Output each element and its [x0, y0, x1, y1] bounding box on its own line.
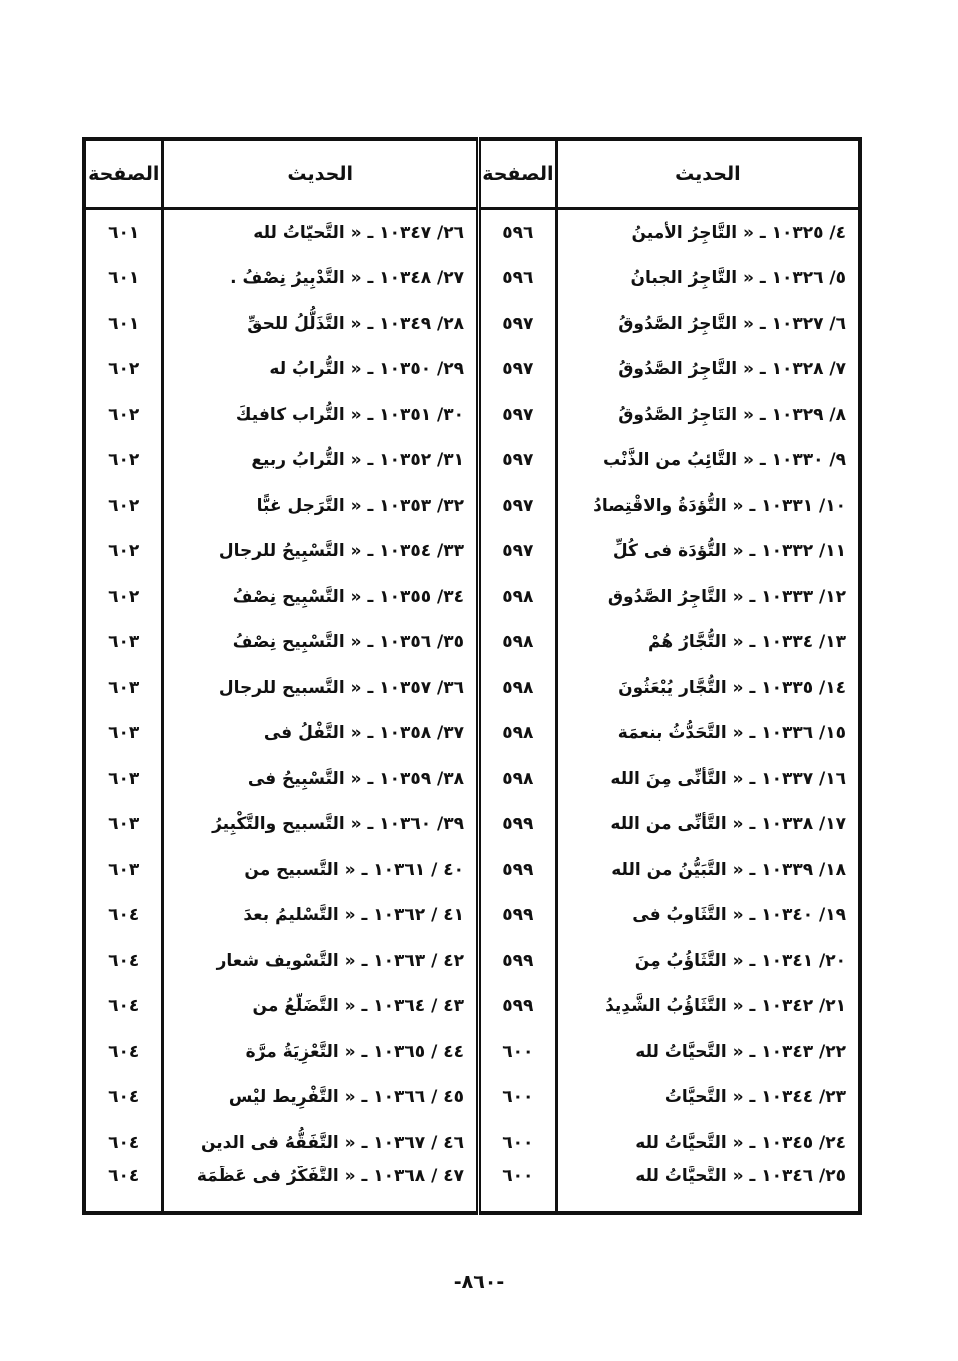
page-ref-right: ٥٩٨: [479, 756, 557, 802]
page-ref-right: ٥٩٩: [479, 893, 557, 939]
hadith-entry-left: ٤٤ / ١٠٣٦٥ ـ « التَّعْزِيَةُ مرَّة: [163, 1029, 479, 1075]
page-ref-right: ٥٩٧: [479, 529, 557, 575]
table-row: [84, 802, 860, 848]
page-ref-left: ٦٠١: [108, 222, 140, 243]
hadith-entry-right: ١٩/ ١٠٣٤٠ ـ « التَّثَاوبُ فى: [556, 893, 860, 939]
page-ref-left: ٦٠٣: [108, 677, 140, 698]
hadith-entry-left: ٤٣ / ١٠٣٦٤ ـ « التَّضَلّعُ من: [163, 984, 479, 1030]
table-row: [84, 1120, 860, 1166]
page-ref-left: ٦٠٤: [108, 996, 140, 1017]
hadith-entry-left: ٣١/ ١٠٣٥٢ ـ « التُّرابُ ربيع: [163, 438, 479, 484]
hadith-entry-right: ١٧/ ١٠٣٣٨ ـ « التَّأنِّى من الله: [556, 802, 860, 848]
page-ref-right: ٥٩٨: [479, 665, 557, 711]
hadith-entry-right: ١٣/ ١٠٣٣٤ ـ « التُّجَّارُ هُمْ: [556, 620, 860, 666]
hadith-entry-right: ١٠/ ١٠٣٣١ ـ « التُّؤدَةُ والاقْتِصادُ: [556, 483, 860, 529]
page-ref-left: ٦٠٤: [108, 1132, 140, 1153]
hadith-index-table: [82, 137, 862, 1215]
page-ref-right: ٥٩٨: [479, 620, 557, 666]
hadith-entry-right: ٢٥/ ١٠٣٤٦ ـ « التَّحيَّاتُ لله: [556, 1166, 860, 1214]
hadith-entry-left: ٣٥/ ١٠٣٥٦ ـ « التَّسْبِيح نِصْفُ: [163, 620, 479, 666]
hadith-entry-left: ٣٣/ ١٠٣٥٤ ـ « التَّسْبِيحُ للرجال: [163, 529, 479, 575]
hadith-entry-right: ٧/ ١٠٣٢٨ ـ « التَّاجِرُ الصَّدُوقُ: [556, 347, 860, 393]
hadith-entry-left: ٣٤/ ١٠٣٥٥ ـ « التَّسْبِيح نِصْفُ: [163, 574, 479, 620]
hadith-entry-left: ٢٨/ ١٠٣٤٩ ـ « التَّذَلُّلُ للحقِّ: [163, 301, 479, 347]
page-ref-right: ٥٩٩: [479, 802, 557, 848]
hadith-entry-left: ٤١ / ١٠٣٦٢ ـ « التَّسْليمُ بعدَ: [163, 893, 479, 939]
page-ref-right: ٥٩٨: [479, 711, 557, 757]
page-ref-left: ٦٠١: [108, 313, 140, 334]
hadith-entry-left: ٤٥ / ١٠٣٦٦ ـ « التَّفْرِيط ليْس: [163, 1075, 479, 1121]
page-ref-right: ٥٩٦: [479, 209, 557, 256]
hadith-entry-right: ٨/ ١٠٣٢٩ ـ « التَاجِرُ الصَّدُوقُ: [556, 392, 860, 438]
page-ref-right: ٥٩٩: [479, 984, 557, 1030]
page-ref-left: ٦٠٣: [108, 723, 140, 744]
hadith-entry-right: ٢١/ ١٠٣٤٢ ـ « التَّثَاؤُبُ الشَّدِيدُ: [556, 984, 860, 1030]
page-ref-left: ٦٠٣: [108, 632, 140, 653]
table-row: [84, 938, 860, 984]
page-ref-right: ٥٩٧: [479, 483, 557, 529]
page-ref-left: ٦٠٢: [108, 541, 140, 562]
table-row: [84, 347, 860, 393]
page-ref-right: ٥٩٦: [479, 256, 557, 302]
hadith-entry-left: ٢٦/ ١٠٣٤٧ ـ « التَّحيّاتُ لله: [163, 209, 479, 256]
page-ref-left: ٦٠٤: [108, 905, 140, 926]
table-row: [84, 893, 860, 939]
page-ref-right: ٥٩٩: [479, 847, 557, 893]
hadith-entry-right: ٩/ ١٠٣٣٠ ـ « التَّائِبُ من الذَّنْب: [556, 438, 860, 484]
page-ref-right: ٥٩٧: [479, 347, 557, 393]
header-hadith-left: الحديث: [163, 139, 479, 209]
hadith-entry-right: ١٨/ ١٠٣٣٩ ـ « التَّبَيُّنُ من الله: [556, 847, 860, 893]
table-row: [84, 256, 860, 302]
table-row: [84, 711, 860, 757]
hadith-entry-right: ٥/ ١٠٣٢٦ ـ « التَّاجِرُ الجبانُ: [556, 256, 860, 302]
hadith-entry-left: ٤٦ / ١٠٣٦٧ ـ « التَّفَقُّهُ فى الدين: [163, 1120, 479, 1166]
page-ref-left: ٦٠٤: [108, 1087, 140, 1108]
hadith-entry-left: ٣٧/ ١٠٣٥٨ ـ « التَّفْلُ فى: [163, 711, 479, 757]
hadith-entry-left: ٣٨/ ١٠٣٥٩ ـ « التَّسْبِيحُ فى: [163, 756, 479, 802]
hadith-entry-left: ٢٩/ ١٠٣٥٠ ـ « التُّرابُ له: [163, 347, 479, 393]
page-ref-left: ٦٠٣: [108, 859, 140, 880]
page-ref-left: ٦٠٤: [108, 950, 140, 971]
hadith-entry-right: ١٢/ ١٠٣٣٣ ـ « التَّاجِرُ الصَّدُوق: [556, 574, 860, 620]
table-row: [84, 209, 860, 256]
page-ref-left: ٦٠٢: [108, 495, 140, 516]
hadith-entry-right: ١٥/ ١٠٣٣٦ ـ « التَّحَدُّثُ بنعمَة: [556, 711, 860, 757]
table-row: [84, 438, 860, 484]
hadith-entry-right: ٢٤/ ١٠٣٤٥ ـ « التَّحيَّاتُ لله: [556, 1120, 860, 1166]
hadith-entry-left: ٣٢/ ١٠٣٥٣ ـ « التَّرَجل غبًّا: [163, 483, 479, 529]
table-header-row: [84, 139, 860, 209]
page-ref-right: ٥٩٧: [479, 301, 557, 347]
hadith-entry-right: ٤/ ١٠٣٢٥ ـ « التَّاجِرُ الأمينُ: [556, 209, 860, 256]
table-row: [84, 301, 860, 347]
page-ref-right: ٥٩٧: [479, 438, 557, 484]
hadith-entry-right: ١١/ ١٠٣٣٢ ـ « التُّؤدَة فى كُلِّ: [556, 529, 860, 575]
page-ref-right: ٦٠٠: [479, 1166, 557, 1214]
page-ref-right: ٦٠٠: [479, 1075, 557, 1121]
hadith-entry-left: ٤٧ / ١٠٣٦٨ ـ « التَّفَكُّرُ فى عَظَمَة: [163, 1166, 479, 1214]
hadith-entry-right: ٢٢/ ١٠٣٤٣ ـ « التَّحيَّاتُ لله: [556, 1029, 860, 1075]
table-row: [84, 483, 860, 529]
header-hadith-right: الحديث: [556, 139, 860, 209]
header-page-right: الصفحة: [479, 139, 557, 209]
hadith-entry-left: ٣٠/ ١٠٣٥١ ـ « التُّراب كافيكَ: [163, 392, 479, 438]
page-ref-left: ٦٠٢: [108, 359, 140, 380]
hadith-entry-right: ٢٠/ ١٠٣٤١ ـ « التَّثَاؤُبُ مِنَ: [556, 938, 860, 984]
page-ref-left: ٦٠٢: [108, 404, 140, 425]
page-ref-right: ٥٩٩: [479, 938, 557, 984]
table-row: [84, 392, 860, 438]
table-row: [84, 620, 860, 666]
hadith-entry-right: ٦/ ١٠٣٢٧ ـ « التَّاجِرُ الصَّدُوقُ: [556, 301, 860, 347]
table-row: [84, 1029, 860, 1075]
page-number: -٨٦٠-: [453, 1271, 505, 1293]
page-ref-left: ٦٠٢: [108, 586, 140, 607]
table-row: [84, 756, 860, 802]
table-row: [84, 984, 860, 1030]
table-row: [84, 847, 860, 893]
table-row: [84, 574, 860, 620]
page-ref-right: ٦٠٠: [479, 1120, 557, 1166]
hadith-entry-right: ١٤/ ١٠٣٣٥ ـ « التُّجَّار يُبْعَثُونَ: [556, 665, 860, 711]
page-ref-left: ٦٠٤: [108, 1165, 140, 1186]
header-page-left: الصفحة: [84, 139, 163, 209]
table-row: [84, 1166, 860, 1214]
page-ref-right: ٦٠٠: [479, 1029, 557, 1075]
table-row: [84, 1075, 860, 1121]
page-ref-left: ٦٠١: [108, 268, 140, 289]
table-body: [84, 209, 860, 1214]
hadith-entry-right: ٢٣/ ١٠٣٤٤ ـ « التَّحيَّاتُ: [556, 1075, 860, 1121]
page-ref-left: ٦٠٣: [108, 768, 140, 789]
hadith-entry-left: ٣٩/ ١٠٣٦٠ ـ « التَّسبيح والتَّكْبِيرُ: [163, 802, 479, 848]
page-ref-left: ٦٠٤: [108, 1041, 140, 1062]
page-ref-left: ٦٠٣: [108, 814, 140, 835]
hadith-entry-left: ٢٧/ ١٠٣٤٨ ـ « التَّدْبِيرُ نِصْفُ .: [163, 256, 479, 302]
hadith-entry-left: ٣٦/ ١٠٣٥٧ ـ « التَّسبيح للرجال: [163, 665, 479, 711]
table-row: [84, 529, 860, 575]
page-ref-left: ٦٠٢: [108, 450, 140, 471]
page-ref-right: ٥٩٨: [479, 574, 557, 620]
page-ref-right: ٥٩٧: [479, 392, 557, 438]
hadith-entry-right: ١٦/ ١٠٣٣٧ ـ « التَّأنِّى مِنَ الله: [556, 756, 860, 802]
table-row: [84, 665, 860, 711]
hadith-entry-left: ٤٢ / ١٠٣٦٣ ـ « التَّسْويف شعار: [163, 938, 479, 984]
hadith-entry-left: ٤٠ / ١٠٣٦١ ـ « التَّسبيح من: [163, 847, 479, 893]
